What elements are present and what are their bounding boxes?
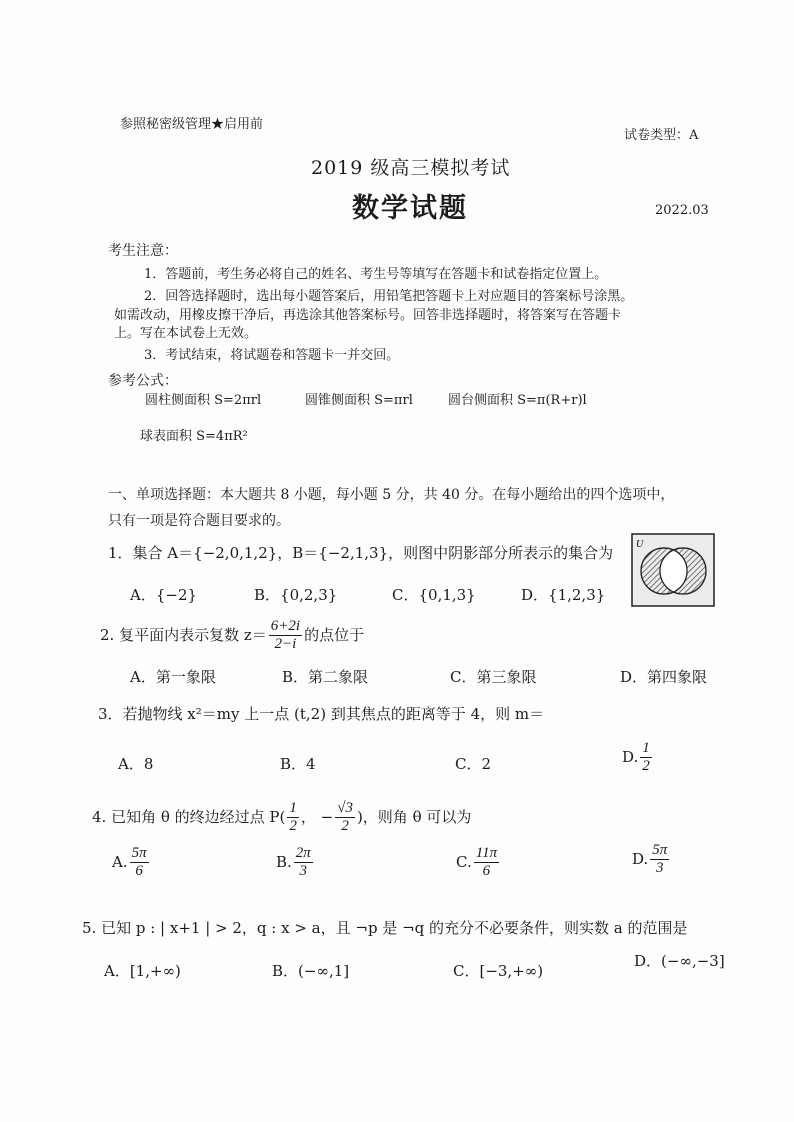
q3-stem: 3．若抛物线 x²＝my 上一点 (t,2) 到其焦点的距离等于 4，则 m＝ [98,705,545,723]
q5-option-c: C．[−3,+∞) [453,962,544,980]
q2-option-d: D．第四象限 [620,668,708,686]
section-heading-line-1: 一、单项选择题：本大题共 8 小题，每小题 5 分，共 40 分。在每小题给出的四个选项中， [108,487,675,503]
formula-sphere: 球表面积 S=4πR² [140,429,248,444]
q4-px-num: 1 [287,800,299,818]
q2-stem-prefix: 2. 复平面内表示复数 z＝ [100,625,267,644]
q2-fraction [269,618,302,654]
section-heading-line-2: 只有一项是符合题目要求的。 [108,513,290,529]
q1-option-b: B．{0,2,3} [254,586,338,604]
q4-b-num: 2π [294,845,313,863]
q1-stem: 1．集合 A＝{−2,0,1,2}，B＝{−2,1,3}，则图中阴影部分所表示的集合为 [108,544,614,562]
notice-title: 考生注意： [108,243,178,259]
q4-option-d-label: D. [632,849,649,868]
notice-item-2-line-2: 如需改动，用橡皮擦干净后，再选涂其他答案标号。回答非选择题时，将答案写在答题卡 [114,308,622,323]
q2-frac-den: 2−i [274,636,297,653]
q4-stem-prefix: 4. 已知角 θ 的终边经过点 P( [92,807,286,826]
q4-d-num: 5π [650,842,669,860]
q4-option-c-label: C. [456,852,472,871]
q2-option-b: B．第二象限 [282,668,369,686]
q4-c-num: 11π [474,845,499,863]
notice-item-2-line-3: 上。写在本试卷上无效。 [114,326,258,341]
q3-option-b: B．4 [280,755,316,773]
formulas-title: 参考公式： [108,373,178,389]
q4-option-d [632,842,671,878]
q2-frac-num: 6+2i [269,618,302,636]
q4-a-den: 6 [135,863,143,880]
notice-item-3: 3．考试结束，将试题卷和答题卡一并交回。 [144,348,400,363]
q4-c-den: 6 [482,863,491,880]
q5-stem: 5. 已知 p : | x+1 | > 2，q : x > a，且 ¬p 是 ¬q 的充分不必要条件，则实数 a 的范围是 [82,919,688,937]
q1-option-d: D．{1,2,3} [521,586,606,604]
formula-frustum: 圆台侧面积 S=π(R+r)l [448,393,587,408]
venn-diagram [631,533,715,607]
q4-a-num: 5π [130,845,149,863]
q4-py-den: 2 [341,818,349,835]
notice-item-1: 1．答题前，考生务必将自己的姓名、考生号等填写在答题卡和试卷指定位置上。 [144,267,608,282]
subject-title: 数学试题 [352,193,468,224]
notice-item-2-line-1: 2．回答选择题时，选出每小题答案后，用铅笔把答题卡上对应题目的答案标号涂黑。 [144,289,634,304]
q2-option-a: A．第一象限 [130,668,216,686]
q2-stem [100,618,364,654]
q4-option-c [456,845,501,881]
q3-option-d-label: D. [622,747,639,766]
formula-cylinder: 圆柱侧面积 S=2πrl [145,393,262,408]
formula-cone: 圆锥侧面积 S=πrl [305,393,413,408]
confidential-label: 参照秘密级管理★启用前 [120,117,264,132]
q4-option-a-label: A. [112,852,128,871]
q4-option-b-label: B. [276,852,292,871]
q3-option-d [622,740,654,776]
q5-option-b: B．(−∞,1] [272,962,350,980]
q5-option-a: A．[1,+∞) [104,962,181,980]
q2-stem-suffix: 的点位于 [304,625,365,644]
q1-option-a: A．{−2} [130,586,198,604]
q1-option-c: C．{0,1,3} [392,586,476,604]
venn-u-label: U [636,539,644,550]
paper-type: 试卷类型：A [624,128,699,143]
q3-option-c: C．2 [455,755,492,773]
q4-py-num: √3 [335,800,355,818]
q3-d-num: 1 [640,740,652,758]
q4-b-den: 3 [299,863,308,880]
q4-option-b [276,845,315,881]
exam-date: 2022.03 [655,203,709,218]
q4-px-den: 2 [289,818,297,835]
q4-sep: ， − [300,807,334,826]
q5-option-d: D．(−∞,−3] [634,952,725,970]
q4-stem-suffix: )，则角 θ 可以为 [356,807,472,826]
q4-option-a [112,845,151,881]
q3-d-den: 2 [642,758,650,775]
q4-d-den: 3 [656,860,664,877]
q4-stem [92,800,471,836]
q2-option-c: C．第三象限 [450,668,537,686]
exam-name: 2019 级高三模拟考试 [311,157,511,179]
q3-option-a: A．8 [118,755,154,773]
